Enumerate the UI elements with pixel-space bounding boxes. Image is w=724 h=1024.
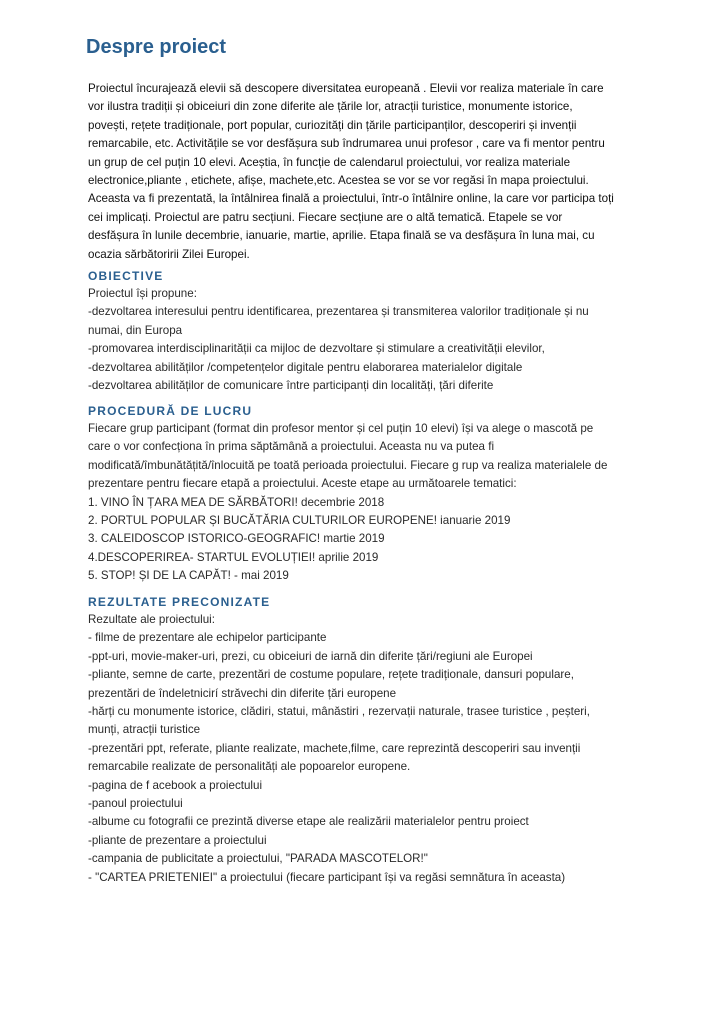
- procedure-line: modificată/îmbunătățită/înlocuită pe toată perioada proiectului. Fiecare g rup va realiza materialele de: [88, 458, 608, 472]
- intro-line: un grup de cel puțin 10 elevi. Aceștia, în funcție de calendarul proiectului, vor realiza materiale: [88, 155, 571, 169]
- intro-line: ocazia sărbătoririi Zilei Europei.: [88, 247, 250, 261]
- objective-line: -dezvoltarea interesului pentru identificarea, prezentarea și transmiterea valorilor tradiționale și nu: [88, 305, 589, 319]
- result-line: prezentări de îndeletnicirí străvechi din diferite țări europene: [88, 686, 397, 700]
- intro-line: cei implicați. Proiectul are patru secțiuni. Fiecare secțiune are o altă tematică. Etapele se vor: [88, 210, 563, 224]
- result-line: -hărți cu monumente istorice, clădiri, statui, mânăstiri , rezervații naturale, trasee turistice , peșteri,: [88, 705, 590, 719]
- result-line: -pagina de f acebook a proiectului: [88, 778, 263, 792]
- stage-item: 2. PORTUL POPULAR ȘI BUCĂTĂRIA CULTURILOR EUROPENE! ianuarie 2019: [88, 514, 511, 528]
- results-section: [88, 593, 648, 887]
- intro-paragraph: [88, 80, 648, 264]
- procedure-heading: PROCEDURĂ DE LUCRU: [88, 404, 253, 418]
- intro-line: Aceasta va fi prezentată, la întâlnirea finală a proiectului, într-o întâlnire online, la care vor participa toți: [88, 192, 614, 206]
- objective-line: numai, din Europa: [88, 323, 183, 337]
- intro-line: remarcabile, etc. Activitățile se vor desfășura sub îndrumarea unui profesor , care va fi mentor pentru: [88, 137, 605, 151]
- result-line: - "CARTEA PRIETENIEI" a proiectului (fiecare participant își va regăsi semnătura în aceasta): [88, 870, 566, 884]
- procedure-line: prezentare pentru fiecare etapă a proiectului. Aceste etape au următoarele tematici:: [88, 477, 517, 491]
- result-line: - filme de prezentare ale echipelor participante: [88, 631, 327, 645]
- result-line: -ppt-uri, movie-maker-uri, prezi, cu obiceiuri de iarnă din diferite țări/regiuni ale Europei: [88, 649, 533, 663]
- page-title: Despre proiect: [86, 36, 227, 58]
- result-line: Rezultate ale proiectului:: [88, 613, 215, 626]
- result-line: -campania de publicitate a proiectului, "PARADA MASCOTELOR!": [88, 852, 428, 866]
- result-line: -pliante, semne de carte, prezentări de costume populare, rețete tradiționale, dansuri populare,: [88, 668, 574, 682]
- intro-line: povești, rețete tradiționale, port popular, curiozități din țările participanților, descoperiri și invenții: [88, 118, 577, 132]
- procedure-line: Fiecare grup participant (format din profesor mentor și cel puțin 10 elevi) își va alege o mascotă pe: [88, 422, 594, 435]
- result-line: -albume cu fotografii ce prezintă diverse etape ale realizării materialelor pentru proiect: [88, 815, 529, 829]
- objective-line: Proiectul își propune:: [88, 287, 197, 300]
- results-heading: REZULTATE PRECONIZATE: [88, 595, 271, 609]
- stage-item: 3. CALEIDOSCOP ISTORICO-GEOGRAFIC! martie 2019: [88, 532, 385, 546]
- intro-line: Proiectul încurajează elevii să descopere diversitatea europeană . Elevii vor realiza materiale în care: [88, 82, 604, 95]
- objectives-heading: OBIECTIVE: [88, 269, 164, 283]
- stage-item: 4.DESCOPERIREA- STARTUL EVOLUȚIEI! aprilie 2019: [88, 550, 379, 564]
- result-line: remarcabile realizate de personalități ale popoarelor europene.: [88, 760, 411, 774]
- procedure-line: care o vor confecționa în prima săptămână a proiectului. Aceasta nu va putea fi: [88, 440, 495, 454]
- result-line: -prezentări ppt, referate, pliante realizate, machete,filme, care reprezintă descoperiri sau invenții: [88, 741, 581, 755]
- intro-line: desfășura în lunile decembrie, ianuarie, martie, aprilie. Etapa finală se va desfășura în luna mai, cu: [88, 229, 595, 243]
- objective-line: -promovarea interdisciplinarității ca mijloc de dezvoltare și stimulare a creativității elevilor,: [88, 342, 545, 356]
- objective-line: -dezvoltarea abilităților /competențelor digitale pentru elaborarea materialelor digitale: [88, 360, 523, 374]
- stage-item: 5. STOP! ȘI DE LA CAPĂT! - mai 2019: [88, 569, 289, 583]
- procedure-section: [88, 402, 648, 586]
- intro-line: vor ilustra tradiții și obiceiuri din zone diferite ale țările lor, atracții turistice, monumente istorice,: [88, 100, 573, 114]
- result-line: -panoul proiectului: [88, 797, 183, 811]
- result-line: -pliante de prezentare a proiectului: [88, 833, 267, 847]
- objectives-section: [88, 267, 648, 395]
- stage-item: 1. VINO ÎN ȚARA MEA DE SĂRBĂTORI! decembrie 2018: [88, 495, 385, 509]
- result-line: munți, atracții turistice: [88, 723, 201, 737]
- intro-line: electronice,pliante , etichete, afișe, machete,etc. Acestea se vor se vor regăsi în mapa proiectului.: [88, 174, 589, 188]
- objective-line: -dezvoltarea abilităților de comunicare între participanți din localități, țări diferite: [88, 379, 494, 393]
